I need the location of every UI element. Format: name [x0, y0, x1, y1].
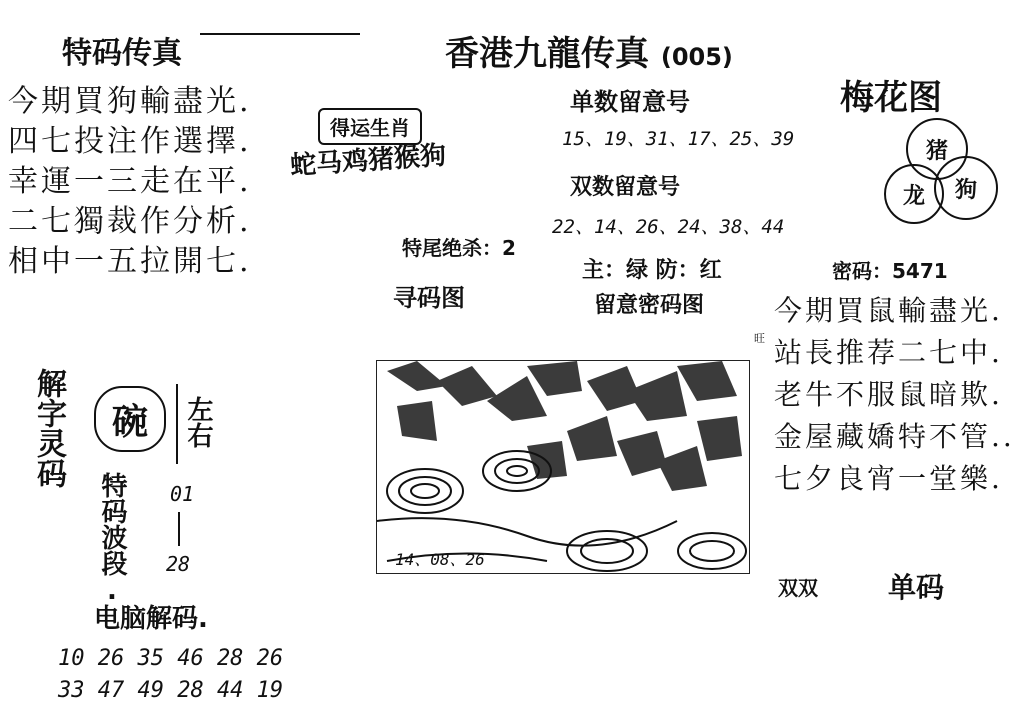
poem-line: 四七投注作選擇. [8, 124, 252, 159]
riddle-glyph: 碗 [94, 386, 166, 452]
poem-line: 相中一五拉開七. [8, 244, 252, 279]
left-poem [8, 82, 252, 282]
find-code-chart-label: 寻码图 [393, 284, 465, 312]
plum-title: 梅花图 [840, 78, 942, 118]
riddle-label: 解字灵码 [31, 368, 66, 488]
computer-decode-label: 电脑解码. [94, 604, 208, 634]
color-hint: 主：绿 防：红 [582, 258, 722, 283]
main-title-text: 香港九龍传真 [445, 34, 649, 74]
plum-circle-pig: 猪 [906, 118, 968, 180]
secret-code: 密码：5471 [832, 259, 948, 283]
tail-kill-label: 特尾绝杀：2 [402, 236, 516, 260]
poem-line: 站長推荐二七中. [774, 336, 1003, 369]
riddle-direction: 左右 [183, 396, 213, 448]
plum-circle-dragon: 龙 [884, 164, 944, 224]
double-code-label: 双双 [778, 576, 818, 600]
lucky-zodiac-animals: 蛇马鸡猪猴狗 [289, 140, 448, 182]
poem-line: 二七獨裁作分析. [8, 204, 252, 239]
lucky-zodiac-label: 得运生肖 [318, 108, 422, 145]
double-numbers-label: 双数留意号 [570, 175, 681, 200]
poem-line: 老牛不服鼠暗欺. [774, 378, 1003, 411]
riddle-divider [176, 384, 178, 464]
poem-line: 今期買狗輸盡光. [8, 84, 252, 119]
wave-range-line [178, 512, 180, 546]
title-underline [200, 33, 360, 35]
sketch-art [377, 361, 749, 573]
single-numbers-label: 单数留意号 [570, 88, 690, 116]
side-mark: 旺 [754, 332, 765, 345]
poem-line: 金屋藏嬌特不管.. [774, 420, 1015, 453]
plum-circle-dog: 狗 [934, 156, 998, 220]
wave-range-to: 28 [166, 552, 191, 576]
computer-decode-row1: 10 26 35 46 28 26 [58, 646, 284, 671]
poem-line: 七夕良宵一堂樂. [774, 462, 1003, 495]
image-numbers: 14、08、26 [395, 550, 485, 569]
secret-chart-subtitle: 留意密码图 [594, 293, 705, 318]
left-title: 特码传真 [62, 36, 182, 71]
main-title [445, 26, 733, 75]
wave-range-label: 特码波段. [97, 472, 127, 606]
wave-range-from: 01 [170, 482, 195, 506]
single-numbers: 15、19、31、17、25、39 [562, 128, 795, 150]
right-poem [774, 290, 1015, 500]
sketch-image [376, 360, 750, 574]
computer-decode-row2: 33 47 49 28 44 19 [58, 678, 284, 703]
poem-line: 今期買鼠輸盡光. [774, 294, 1003, 327]
single-code-label: 单码 [888, 571, 945, 604]
double-numbers: 22、14、26、24、38、44 [552, 216, 785, 238]
issue-number: (005) [660, 43, 733, 71]
poem-line: 幸運一三走在平. [8, 164, 252, 199]
